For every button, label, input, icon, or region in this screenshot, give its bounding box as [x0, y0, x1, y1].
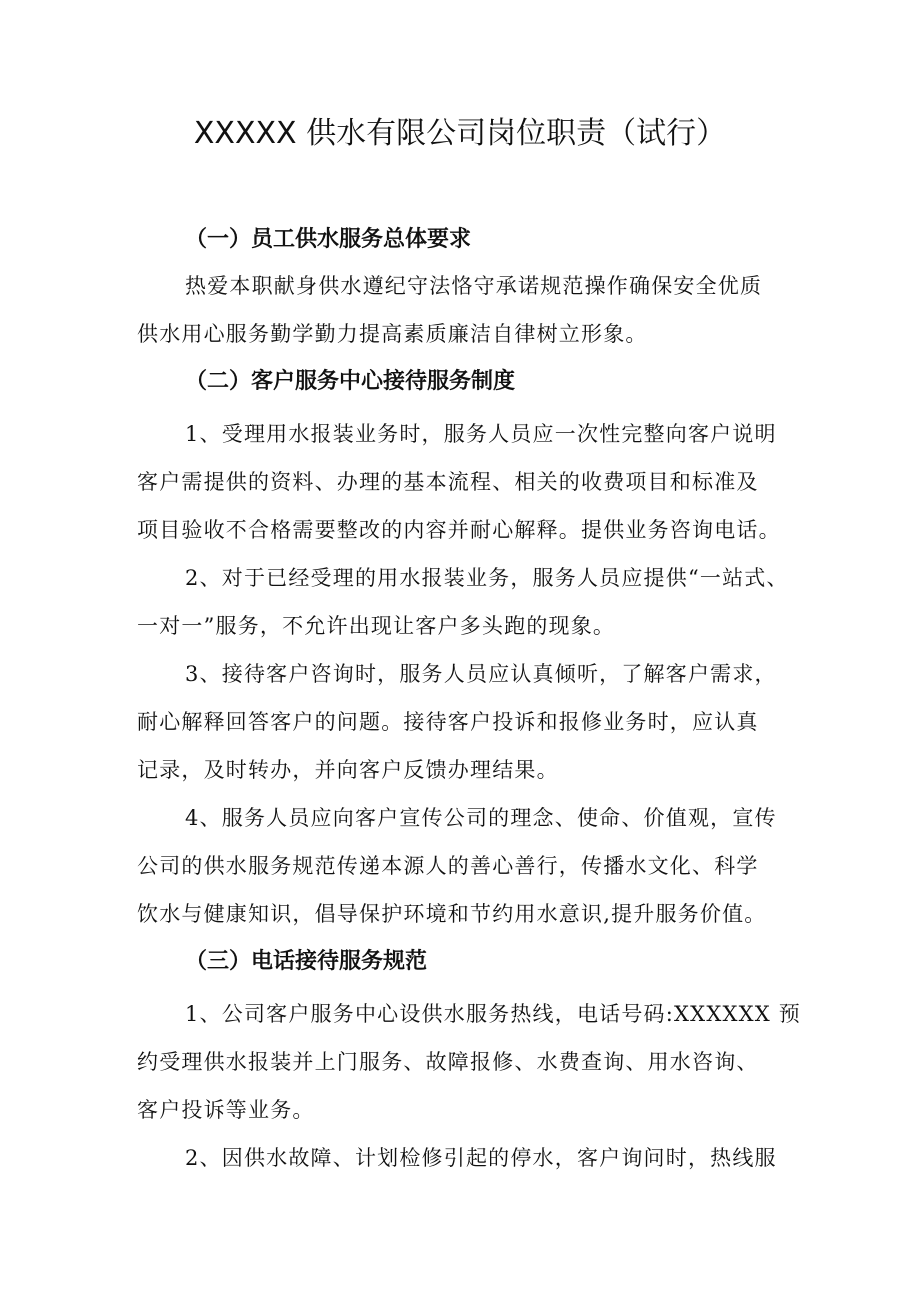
- paragraph-line: 项目验收不合格需要整改的内容并耐心解释。提供业务咨询电话。: [137, 518, 781, 542]
- paragraph-line: 一对一”服务，不允许出现让客户多头跑的现象。: [137, 614, 616, 638]
- paragraph-line: 客户投诉等业务。: [137, 1098, 315, 1122]
- paragraph-line: 3、接待客户咨询时，服务人员应认真倾听，了解客户需求，: [185, 662, 777, 686]
- paragraph-line: 饮水与健康知识，倡导保护环境和节约用水意识,提升服务价值。: [137, 902, 767, 926]
- paragraph-line: 公司的供水服务规范传递本源人的善心善行，传播水文化、科学: [137, 854, 759, 878]
- section-heading-2: （二）客户服务中心接待服务制度: [185, 369, 516, 394]
- paragraph-line: 约受理供水报装并上门服务、故障报修、水费查询、用水咨询、: [137, 1050, 759, 1074]
- paragraph-line: 1、受理用水报装业务时，服务人员应一次性完整向客户说明: [185, 422, 777, 446]
- section-heading-1: （一）员工供水服务总体要求: [185, 227, 472, 252]
- paragraph-line: 供水用心服务勤学勤力提高素质廉洁自律树立形象。: [137, 322, 648, 346]
- document-title: XXXXX 供水有限公司岗位职责（试行）: [193, 116, 727, 151]
- paragraph-line: 1、公司客户服务中心设供水服务热线，电话号码:XXXXXX 预: [185, 1002, 802, 1026]
- paragraph-line: 耐心解释回答客户的问题。接待客户投诉和报修业务时，应认真: [137, 710, 759, 734]
- paragraph-line: 记录，及时转办，并向客户反馈办理结果。: [137, 758, 559, 782]
- paragraph-line: 热爱本职献身供水遵纪守法恪守承诺规范操作确保安全优质: [185, 274, 763, 298]
- paragraph-line: 2、因供水故障、计划检修引起的停水，客户询问时，热线服: [185, 1146, 777, 1170]
- section-heading-3: （三）电话接待服务规范: [185, 949, 428, 974]
- paragraph-line: 客户需提供的资料、办理的基本流程、相关的收费项目和标准及: [137, 470, 759, 494]
- paragraph-line: 2、对于已经受理的用水报装业务，服务人员应提供“一站式、: [185, 566, 789, 590]
- paragraph-line: 4、服务人员应向客户宣传公司的理念、使命、价值观，宣传: [185, 806, 777, 830]
